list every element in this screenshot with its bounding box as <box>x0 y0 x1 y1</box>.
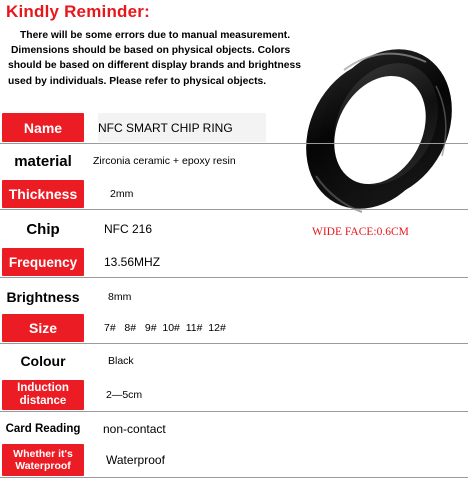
wide-face-annotation: WIDE FACE:0.6CM <box>312 226 409 238</box>
reminder-line: There will be some errors due to manual measurement. <box>20 30 291 41</box>
spec-label: material <box>14 152 72 170</box>
spec-value: 13.56MHZ <box>104 255 161 269</box>
spec-row-material <box>0 150 468 172</box>
spec-value: NFC SMART CHIP RING <box>98 113 266 142</box>
spec-row-brightness <box>0 286 468 308</box>
spec-row-induction-distance <box>0 380 468 410</box>
spec-label: Chip <box>26 220 60 238</box>
spec-value: 8mm <box>108 291 132 303</box>
spec-label: Size <box>2 314 84 342</box>
spec-value: NFC 216 <box>104 222 153 236</box>
spec-value: Waterproof <box>106 453 165 467</box>
spec-row-waterproof <box>0 444 468 476</box>
spec-label: Thickness <box>2 180 84 208</box>
spec-row-chip <box>0 218 468 240</box>
spec-value: Zirconia ceramic + epoxy resin <box>93 155 236 167</box>
spec-label: Induction distance <box>2 380 84 410</box>
reminder-line: Dimensions should be based on physical objects. Colors <box>11 45 291 57</box>
spec-label: Name <box>2 113 84 142</box>
spec-label: Card Reading <box>5 423 81 435</box>
reminder-line: should be based on different display brands and brightness <box>8 60 301 72</box>
spec-label: Brightness <box>6 289 80 305</box>
spec-label: Whether it's Waterproof <box>2 444 84 476</box>
spec-label: Colour <box>20 353 66 369</box>
spec-row-thickness <box>0 180 468 208</box>
spec-label: Frequency <box>2 248 84 276</box>
spec-row-card-reading <box>0 418 468 440</box>
spec-row-frequency <box>0 248 468 276</box>
spec-row-colour <box>0 350 468 372</box>
reminder-text <box>8 28 301 89</box>
spec-value: 2mm <box>110 188 134 200</box>
reminder-title: Kindly Reminder: <box>6 2 150 21</box>
spec-value: 7# 8# 9# 10# 11# 12# <box>104 322 226 334</box>
spec-row-name <box>0 113 468 142</box>
reminder-line: used by individuals. Please refer to physical objects. <box>8 75 267 87</box>
spec-value: 2—5cm <box>106 389 143 401</box>
spec-value: Black <box>108 355 134 367</box>
spec-value: non-contact <box>103 422 166 436</box>
spec-row-size <box>0 314 468 342</box>
